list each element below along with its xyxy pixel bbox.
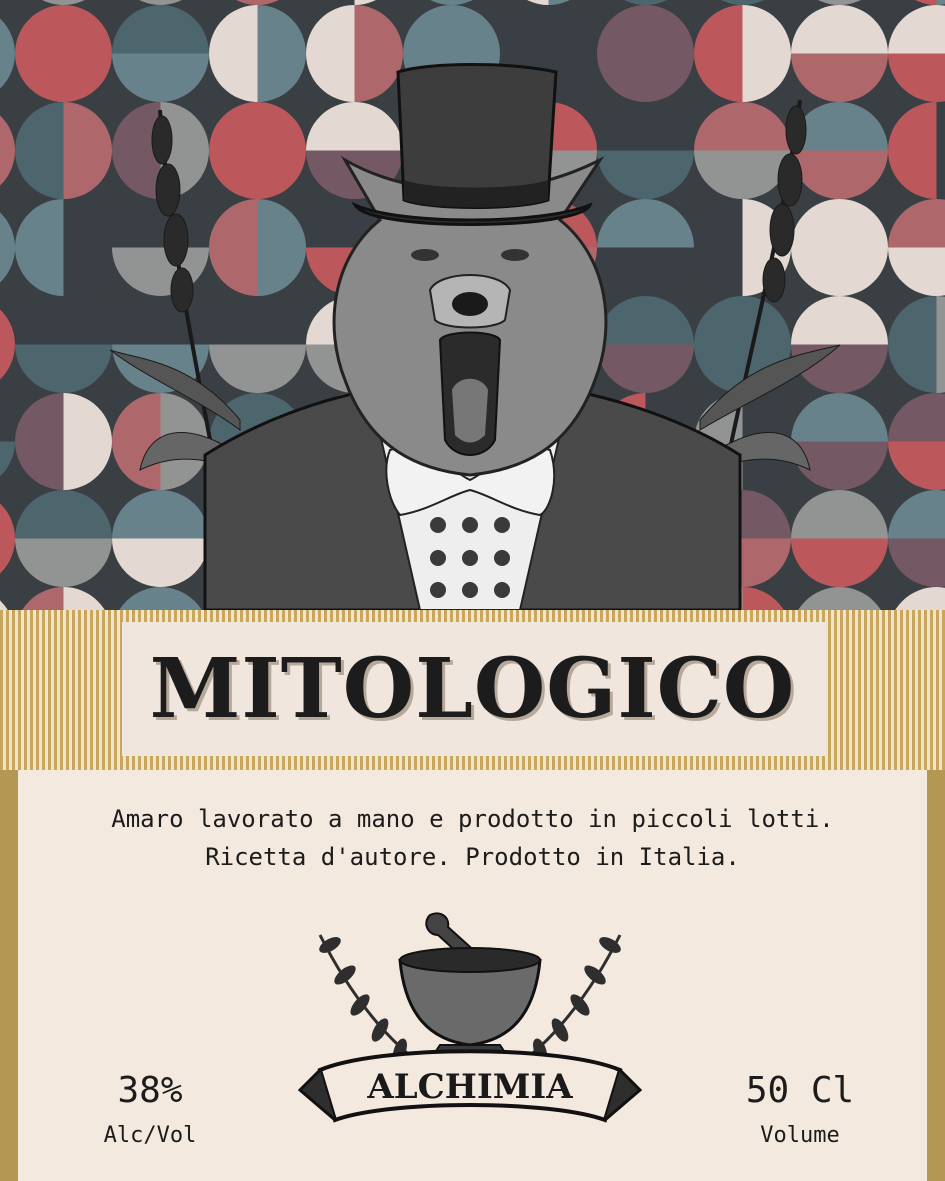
volume-block <box>715 1070 885 1148</box>
description-line-1: Amaro lavorato a mano e prodotto in piccoli lotti. <box>111 805 834 833</box>
vest-buttons <box>430 517 510 598</box>
volume-value: 50 Cl <box>745 1070 855 1111</box>
wolf-tongue <box>452 379 488 443</box>
wolf-nose <box>452 292 488 316</box>
product-description <box>0 800 945 876</box>
abv-label: Alc/Vol <box>103 1123 197 1148</box>
alchimia-logo <box>290 905 650 1155</box>
description-line-2: Ricetta d'autore. Prodotto in Italia. <box>205 843 740 871</box>
product-title: MITOLOGICO <box>149 641 796 737</box>
volume-label: Volume <box>760 1123 840 1148</box>
wolf-left-eye <box>411 249 439 261</box>
wolf-right-eye <box>501 249 529 261</box>
abv-value: 38% <box>117 1070 183 1111</box>
logo-text: ALCHIMIA <box>367 1067 573 1107</box>
abv-block <box>70 1070 230 1148</box>
